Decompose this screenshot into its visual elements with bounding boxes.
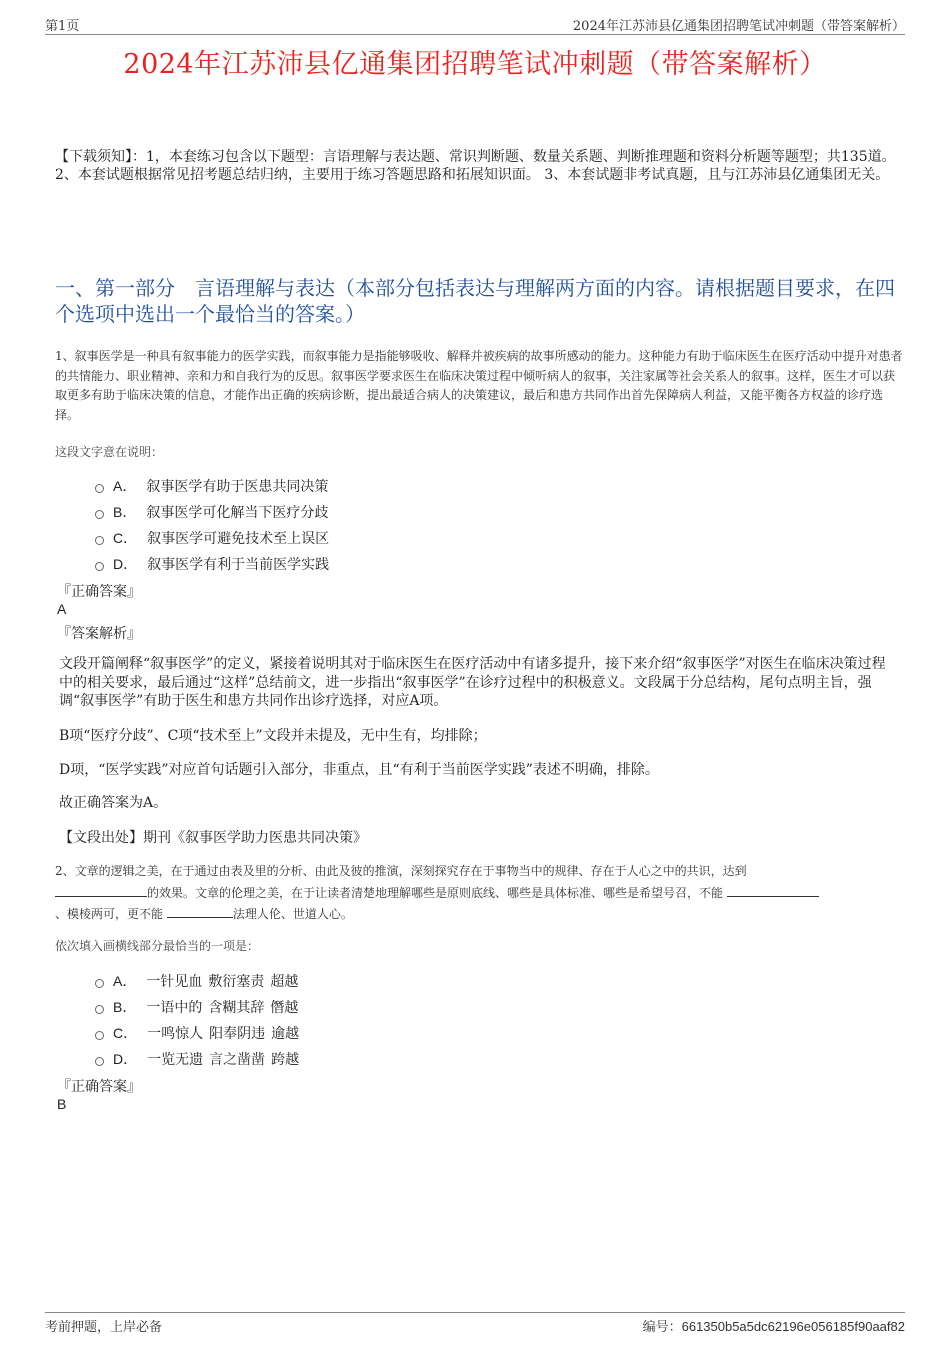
blank-line-3	[167, 903, 233, 918]
page-header	[45, 14, 905, 35]
page-number: 第1页	[45, 19, 80, 34]
radio-icon[interactable]	[95, 510, 104, 519]
page-footer	[45, 1312, 905, 1335]
blank-line-2	[727, 882, 819, 897]
section-heading: 一、第一部分 言语理解与表达（本部分包括表达与理解两方面的内容。请根据题目要求，在四个选项中选出一个最恰当的答案。）	[55, 276, 895, 326]
radio-icon[interactable]	[95, 1031, 104, 1040]
question-1-analysis-p3: D项，“医学实践”对应首句话题引入部分，非重点，且“有利于当前医学实践”表述不明确，排除。	[59, 762, 659, 778]
question-1-analysis-p1: 文段开篇阐释“叙事医学”的定义，紧接着说明其对于临床医生在医疗活动中有诸多提升，接下来介绍“叙事医学”对医生在临床决策过程中的相关要求，最后通过“这样”总结前文，进一步指出“叙事医学”在诊疗过程中的积极意义。文段属于分总结构，尾句点明主旨，强调“叙事医学”有助于医生和患方共同作出诊疗选择，对应A项。	[59, 656, 886, 709]
radio-icon[interactable]	[95, 562, 104, 571]
question-1-analysis-p2: B项“医疗分歧”、C项“技术至上”文段并未提及，无中生有，均排除；	[59, 728, 487, 744]
question-1-text: 1、叙事医学是一种具有叙事能力的医学实践，而叙事能力是指能够吸收、解释并被疾病的故事所感动的能力。这种能力有助于临床医生在医疗活动中提升对患者的共情能力、职业精神、亲和力和自我行为的反思。叙事医学要求医生在临床决策过程中倾听病人的叙事，关注家属等社会关系人的叙事。这样，医生才可以获取更多有助于临床决策的信息，才能作出正确的疾病诊断，提出最适合病人的决策建议，最后和患方共同作出首先保障病人利益，又能平衡各方权益的诊疗选择。	[55, 349, 903, 422]
radio-icon[interactable]	[95, 484, 104, 493]
option-a[interactable]: A． 叙事医学有助于医患共同决策	[95, 473, 329, 499]
header-doc-title: 2024年江苏沛县亿通集团招聘笔试冲刺题（带答案解析）	[572, 19, 905, 34]
question-2-answer-label: 『正确答案』	[57, 1079, 141, 1095]
question-1-source: 【文段出处】期刊《叙事医学助力医患共同决策》	[59, 830, 367, 846]
question-2-text: 2、文章的逻辑之美，在于通过由表及里的分析、由此及彼的推演，深刻探究存在于事物当中的规律、存在于人心之中的共识，达到 的效果。文章的伦理之美，在于让读者清楚地理解哪些是原则底线、哪些是具体标准、哪些是希望号召，不能 、模棱两可，更不能 法理人伦、世道人心。	[55, 862, 905, 925]
radio-icon[interactable]	[95, 979, 104, 988]
question-1-prompt: 这段文字意在说明：	[55, 445, 164, 459]
option-d[interactable]: D． 一览无遗 言之凿凿 跨越	[95, 1046, 305, 1072]
footer-slogan: 考前押题，上岸必备	[45, 1320, 163, 1335]
question-1-answer-label: 『正确答案』	[57, 584, 141, 600]
question-2-prompt: 依次填入画横线部分最恰当的一项是：	[55, 939, 260, 953]
option-d[interactable]: D． 叙事医学有利于当前医学实践	[95, 551, 329, 577]
option-b[interactable]: B． 一语中的 含糊其辞 僭越	[95, 994, 305, 1020]
option-a[interactable]: A． 一针见血 敷衍塞责 超越	[95, 968, 305, 994]
question-1-options	[95, 473, 329, 577]
radio-icon[interactable]	[95, 536, 104, 545]
question-2-options	[95, 968, 305, 1072]
footer-code: 编号：661350b5a5dc62196e056185f90aaf82	[642, 1319, 905, 1335]
option-c[interactable]: C． 一鸣惊人 阳奉阴违 逾越	[95, 1020, 305, 1046]
blank-line-1	[55, 882, 147, 897]
option-b[interactable]: B． 叙事医学可化解当下医疗分歧	[95, 499, 329, 525]
radio-icon[interactable]	[95, 1005, 104, 1014]
question-1-answer: A	[57, 601, 67, 617]
document-title: 2024年江苏沛县亿通集团招聘笔试冲刺题（带答案解析）	[123, 49, 827, 80]
option-c[interactable]: C． 叙事医学可避免技术至上误区	[95, 525, 329, 551]
question-1-analysis-p4: 故正确答案为A。	[59, 795, 168, 811]
question-1-analysis-label: 『答案解析』	[57, 626, 141, 642]
radio-icon[interactable]	[95, 1057, 104, 1066]
download-notice: 【下载须知】：1，本套练习包含以下题型：言语理解与表达题、常识判断题、数量关系题、判断推理题和资料分析题等题型；共135道。 2、本套试题根据常见招考题总结归纳，主要用于练习答题思路和拓展知识面。 3、本套试题非考试真题，且与江苏沛县亿通集团无关。	[55, 149, 896, 183]
question-2-answer: B	[57, 1096, 67, 1112]
